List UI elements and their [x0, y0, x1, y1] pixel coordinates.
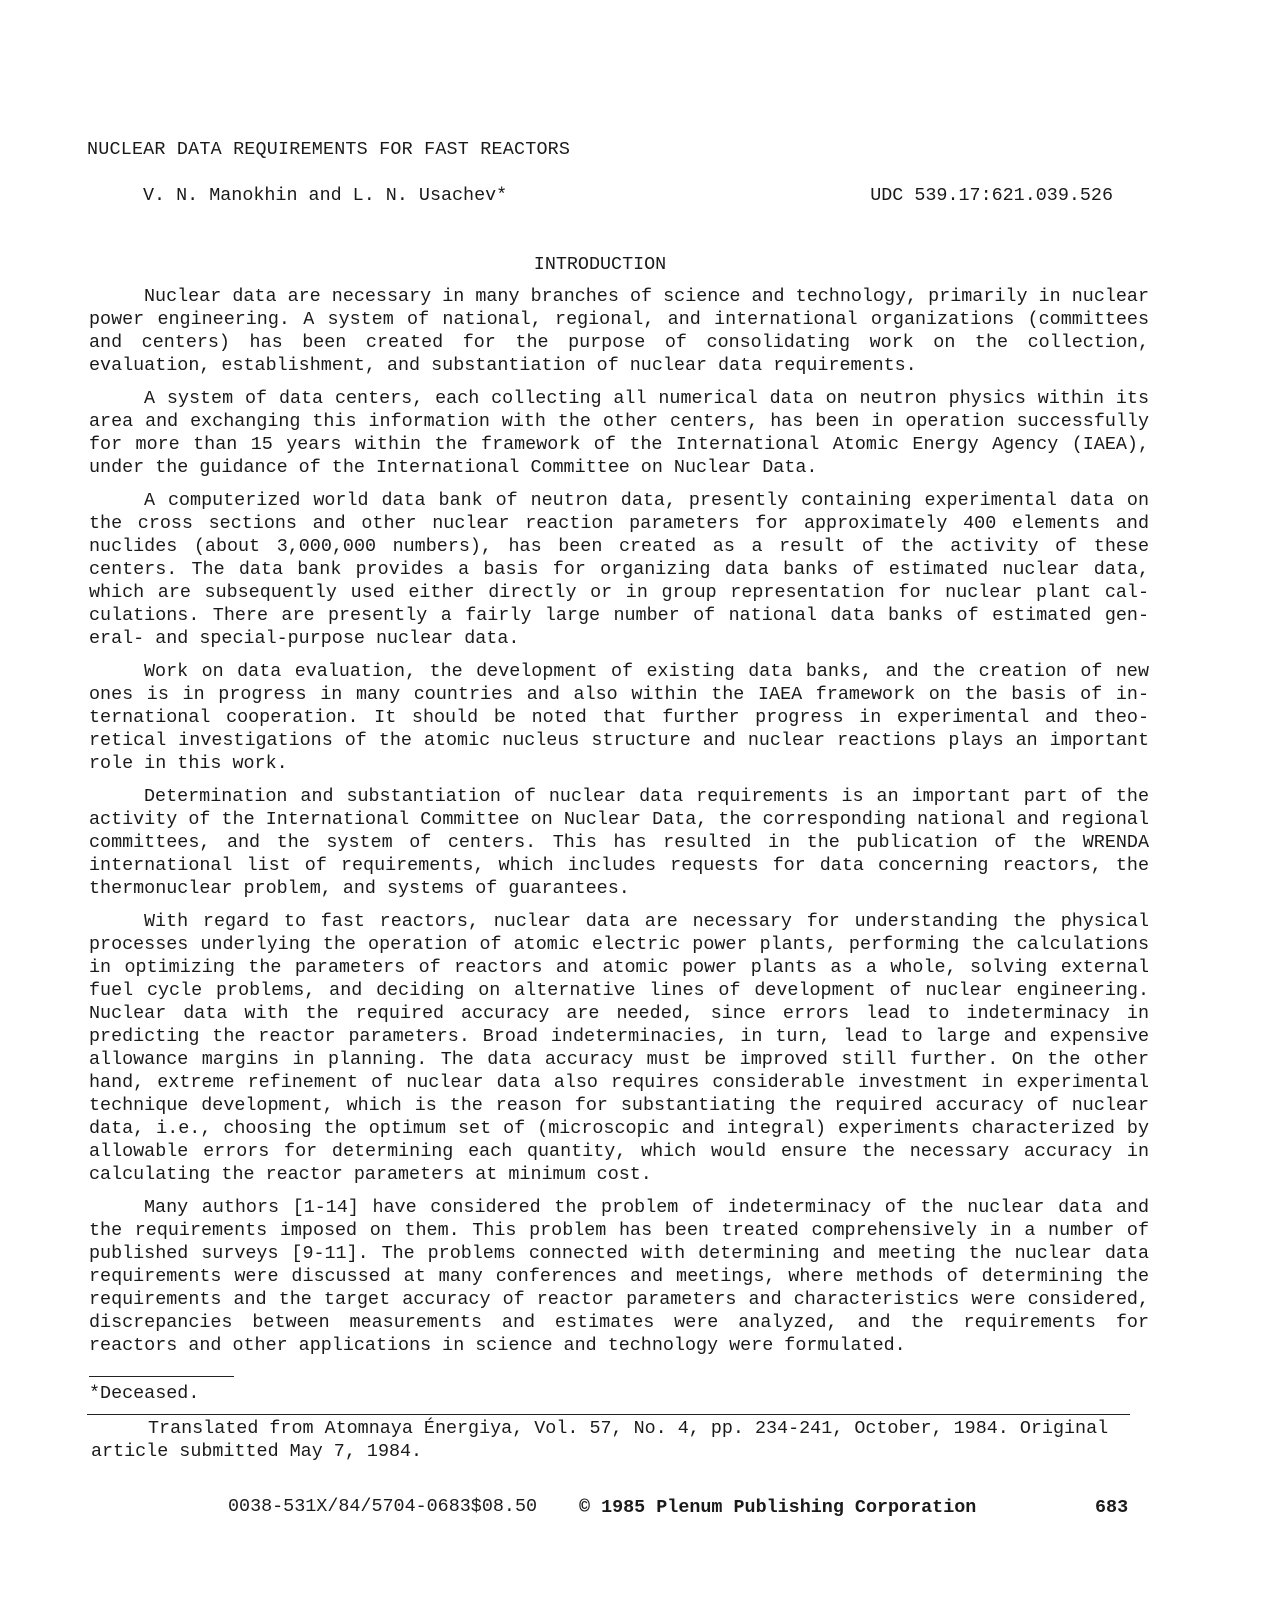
udc-code: UDC 539.17:621.039.526: [870, 185, 1113, 206]
translation-note: Translated from Atomnaya Énergiya, Vol. 57, No. 4, pp. 234-241, October, 1984. Original article submitted May 7, 1984.: [91, 1418, 1109, 1462]
footnote-divider: [89, 1376, 234, 1377]
paragraph: Work on data evaluation, the development of existing data banks, and the creation of new ones is in progress in many countries and also within the IAEA framework on the basis of international cooperation. It should be noted that further progress in experimental and theoretical investigations of the atomic nucleus structure and nuclear reactions plays an important role in this work.: [89, 661, 1149, 774]
article-title: NUCLEAR DATA REQUIREMENTS FOR FAST REACTORS: [87, 139, 571, 160]
paragraph: Nuclear data are necessary in many branches of science and technology, primarily in nuclear power engineering. A system of national, regional, and international organizations (committees and centers) has been created for the purpose of consolidating work on the collection, evaluation, establishment, and substantiation of nuclear data requirements.: [89, 286, 1149, 376]
footnote: *Deceased.: [89, 1383, 200, 1404]
paragraph: Many authors [1-14] have considered the problem of indeterminacy of the nuclear data and the requirements imposed on them. This problem has been treated comprehensively in a number of published surveys [9-11]. The problems connected with determining and meeting the nuclear data requirements were discussed at many conferences and meetings, where methods of determining the requirements and the target accuracy of reactor parameters and characteristics were considered, discrepancies between measurements and estimates were analyzed, and the requirements for reactors and other applications in science and technology were formulated.: [89, 1197, 1149, 1356]
copyright-notice: © 1985 Plenum Publishing Corporation: [579, 1497, 977, 1518]
section-heading-introduction: INTRODUCTION: [533, 254, 667, 275]
article-body: [89, 285, 1149, 1367]
page-number: 683: [1095, 1497, 1129, 1518]
paragraph: A computerized world data bank of neutron data, presently containing experimental data on the cross sections and other nuclear reaction parameters for approximately 400 elements and nuclides (about 3,000,000 numbers), has been created as a result of the activity of these centers. The data bank provides a basis for organizing data banks of estimated nuclear data, which are subsequently used either directly or in group representation for nuclear plant calculations. There are presently a fairly large number of national data banks of estimated general- and special-purpose nuclear data.: [89, 490, 1149, 649]
article-authors: V. N. Manokhin and L. N. Usachev*: [143, 185, 508, 206]
paragraph: A system of data centers, each collecting all numerical data on neutron physics within its area and exchanging this information with the other centers, has been in operation successfully for more than 15 years within the framework of the International Atomic Energy Agency (IAEA), under the guidance of the International Committee on Nuclear Data.: [89, 388, 1149, 478]
paragraph: With regard to fast reactors, nuclear data are necessary for understanding the physical processes underlying the operation of atomic electric power plants, performing the calculations in optimizing the parameters of reactors and atomic power plants as a whole, solving external fuel cycle problems, and deciding on alternative lines of development of nuclear engineering. Nuclear data with the required accuracy are needed, since errors lead to indeterminacy in predicting the reactor parameters. Broad indeterminacies, in turn, lead to large and expensive allowance margins in planning. The data accuracy must be improved still further. On the other hand, extreme refinement of nuclear data also requires considerable investment in experimental technique development, which is the reason for substantiating the required accuracy of nuclear data, i.e., choosing the optimum set of (microscopic and integral) experiments characterized by allowable errors for determining each quantity, which would ensure the necessary accuracy in calculating the reactor parameters at minimum cost.: [89, 911, 1149, 1185]
publication-code: 0038-531X/84/5704-0683$08.50: [228, 1496, 538, 1517]
paragraph: Determination and substantiation of nuclear data requirements is an important part of the activity of the International Committee on Nuclear Data, the corresponding national and regional committees, and the system of centers. This has resulted in the publication of the WRENDA international list of requirements, which includes requests for data concerning reactors, the thermonuclear problem, and systems of guarantees.: [89, 786, 1149, 899]
translation-divider: [87, 1414, 1130, 1415]
